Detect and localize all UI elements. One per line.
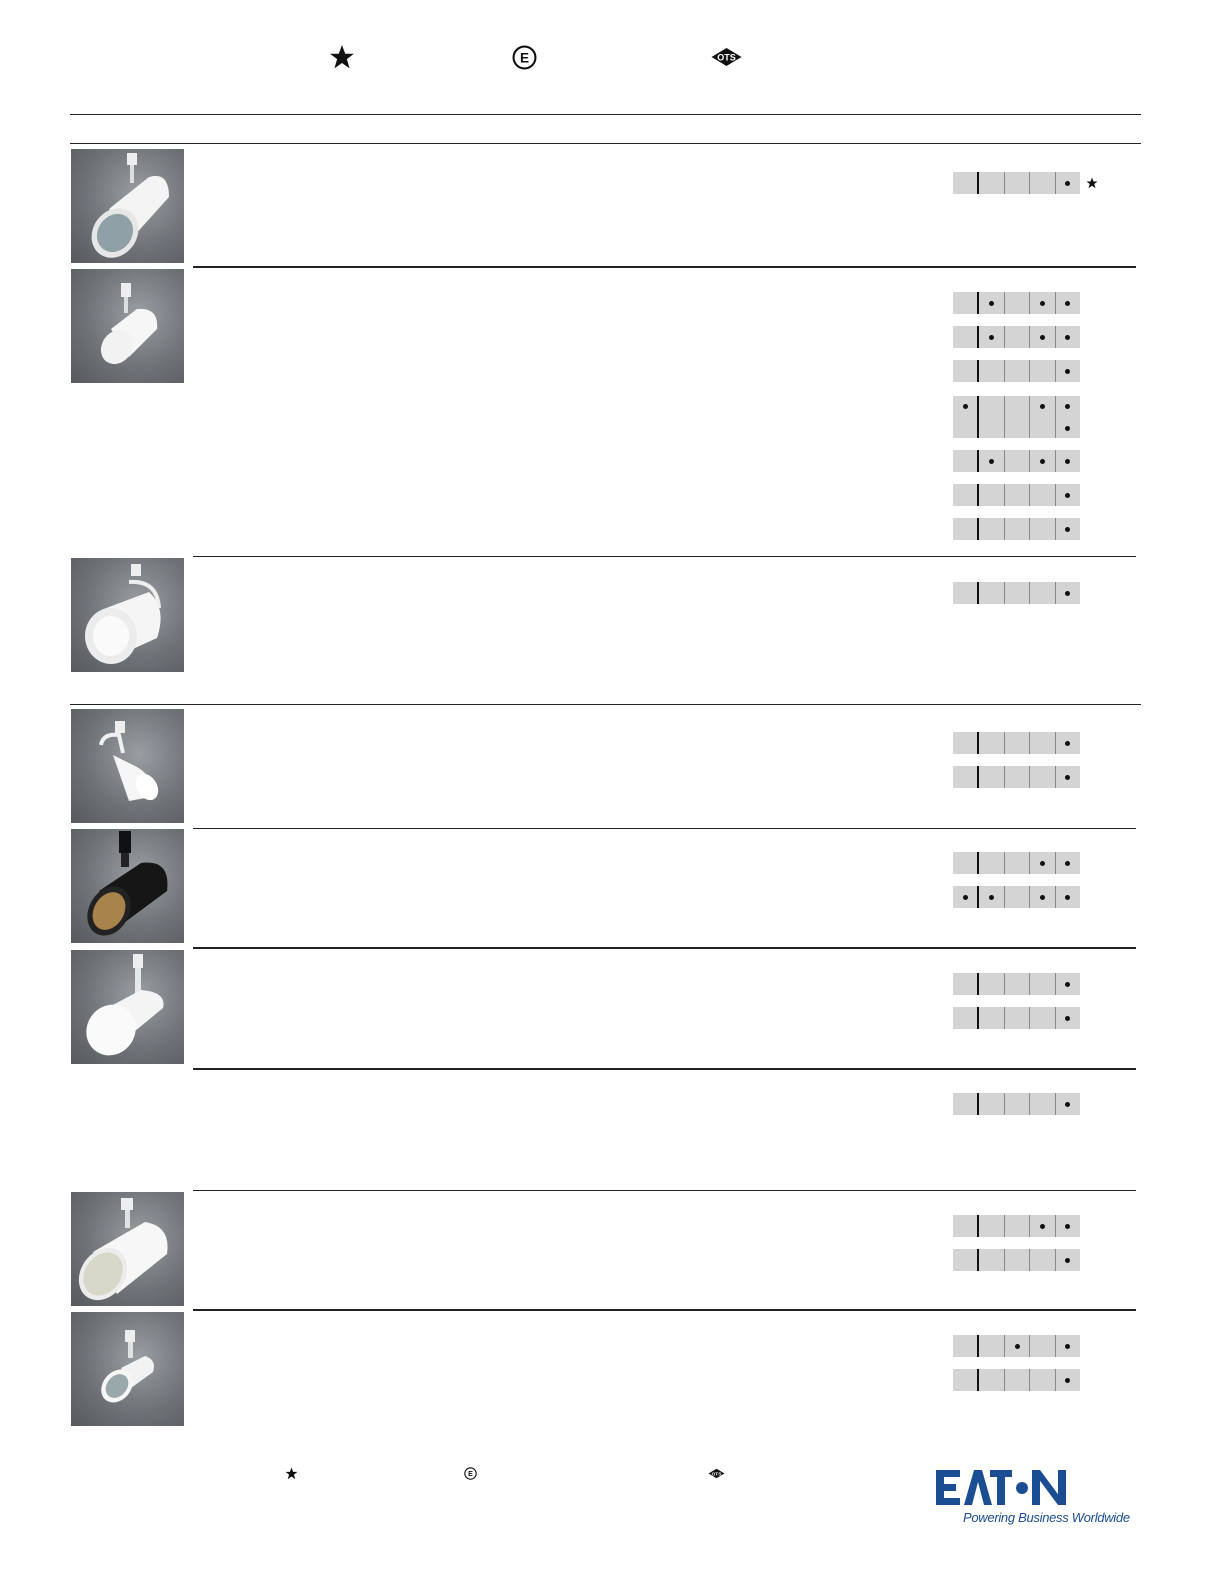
matrix-cell [1055,1369,1080,1391]
availability-dot [1065,369,1070,374]
matrix-cell [1029,396,1054,438]
matrix-cell [1029,1093,1054,1115]
matrix-cell [977,1335,1003,1357]
matrix-cell [1055,886,1080,908]
product-image-gimbal [71,709,184,823]
availability-dot [989,459,994,464]
matrix-cell [1055,360,1080,382]
matrix-cell [1029,852,1054,874]
e-circle-icon [512,45,537,70]
matrix-cell [977,1249,1003,1271]
matrix-cell [977,1369,1003,1391]
availability-dot [1065,301,1070,306]
matrix-row [953,1093,1080,1115]
availability-dot [1065,527,1070,532]
matrix-cell [953,1093,977,1115]
row-divider [193,1190,1136,1191]
star-icon [1086,177,1098,189]
matrix-cell [1004,518,1029,540]
matrix-cell [977,326,1003,348]
matrix-cell [1055,1093,1080,1115]
matrix-cell [1004,172,1029,194]
matrix-cell [1004,360,1029,382]
matrix-cell [977,973,1003,995]
matrix-cell [977,732,1003,754]
availability-dot [1015,1344,1020,1349]
matrix-cell [953,1007,977,1029]
matrix-cell [953,396,977,438]
matrix-cell [977,484,1003,506]
availability-dot [1065,741,1070,746]
product-image-round-back [71,269,184,383]
availability-dot [1065,1344,1070,1349]
availability-dot [989,301,994,306]
matrix-cell [977,886,1003,908]
availability-dot [1040,335,1045,340]
row-divider [193,556,1136,557]
availability-dot [1040,459,1045,464]
matrix-cell [1004,396,1029,438]
matrix-cell [977,396,1003,438]
availability-dot [1065,1224,1070,1229]
matrix-cell [1004,1369,1029,1391]
availability-dot [1065,1016,1070,1021]
matrix-cell [977,1215,1003,1237]
matrix-cell [953,766,977,788]
matrix-cell [977,766,1003,788]
matrix-cell [1055,484,1080,506]
svg-text:OTS: OTS [717,52,736,63]
matrix-cell [953,360,977,382]
matrix-cell [1004,1007,1029,1029]
star-icon [285,1467,298,1480]
section-rule [70,704,1141,705]
matrix-cell [953,518,977,540]
matrix-cell [1055,766,1080,788]
matrix-cell [1055,732,1080,754]
availability-dot [1065,493,1070,498]
ots-diamond-icon [708,1468,725,1479]
matrix-cell [977,360,1003,382]
matrix-cell [953,450,977,472]
matrix-cell [1029,326,1054,348]
availability-dot [1065,775,1070,780]
availability-dot [1065,861,1070,866]
row-divider [193,828,1136,829]
matrix-cell [977,518,1003,540]
matrix-cell [953,1249,977,1271]
ots-diamond-icon [710,47,743,67]
matrix-cell [1029,172,1054,194]
matrix-row [953,396,1080,438]
availability-dot [1065,181,1070,186]
matrix-row [953,732,1080,754]
matrix-cell [1029,766,1054,788]
matrix-cell [1055,973,1080,995]
matrix-cell [1029,886,1054,908]
product-image-step-back [71,950,184,1064]
matrix-cell [1055,396,1080,438]
matrix-cell [1004,450,1029,472]
matrix-row [953,484,1080,506]
matrix-row [953,292,1080,314]
availability-dot [1065,1102,1070,1107]
availability-dot [1065,895,1070,900]
matrix-cell [1029,973,1054,995]
matrix-cell [977,1093,1003,1115]
matrix-cell [1055,172,1080,194]
row-divider [193,266,1136,268]
matrix-cell [977,292,1003,314]
matrix-row [953,886,1080,908]
availability-dot [1040,404,1045,409]
matrix-cell [953,1215,977,1237]
product-image-wide-yoke [71,558,184,672]
matrix-cell [1029,582,1054,604]
matrix-row [953,326,1080,348]
matrix-cell [1029,1335,1054,1357]
matrix-row [953,450,1080,472]
matrix-cell [1029,1215,1054,1237]
matrix-cell [1029,292,1054,314]
availability-dot [1040,301,1045,306]
star-icon [329,44,355,70]
matrix-cell [1029,732,1054,754]
matrix-cell [1029,450,1054,472]
availability-dot [989,895,994,900]
matrix-cell [953,326,977,348]
matrix-cell [953,484,977,506]
matrix-cell [1004,1335,1029,1357]
matrix-cell [1004,1093,1029,1115]
matrix-cell [1055,1215,1080,1237]
matrix-row [953,582,1080,604]
row-divider [193,947,1136,949]
matrix-row [953,360,1080,382]
matrix-cell [1004,326,1029,348]
eaton-logo [934,1468,1068,1508]
availability-dot [1065,1258,1070,1263]
matrix-cell [1004,852,1029,874]
matrix-cell [977,450,1003,472]
matrix-cell [953,1369,977,1391]
matrix-row [953,973,1080,995]
availability-dot [1040,861,1045,866]
matrix-cell [1029,360,1054,382]
matrix-cell [977,852,1003,874]
matrix-cell [1004,292,1029,314]
matrix-cell [953,1335,977,1357]
availability-dot [963,895,968,900]
matrix-cell [1055,518,1080,540]
svg-text:E: E [468,1471,473,1479]
matrix-cell [1004,484,1029,506]
matrix-cell [1055,326,1080,348]
availability-dot [1065,591,1070,596]
matrix-cell [977,582,1003,604]
matrix-cell [953,582,977,604]
matrix-cell [1004,886,1029,908]
matrix-cell [1055,582,1080,604]
matrix-cell [1029,518,1054,540]
matrix-row [953,1249,1080,1271]
availability-dot [1065,404,1070,409]
matrix-cell [1004,1215,1029,1237]
row-divider [193,1068,1136,1070]
header-rule-top [70,114,1141,115]
svg-text:E: E [519,50,530,66]
matrix-cell [977,172,1003,194]
availability-dot [1065,426,1070,431]
matrix-cell [1055,852,1080,874]
availability-dot [989,335,994,340]
matrix-row [953,1369,1080,1391]
matrix-cell [953,292,977,314]
product-image-black-step [71,829,184,943]
matrix-cell [1004,973,1029,995]
availability-dot [1065,459,1070,464]
e-circle-icon [464,1467,477,1480]
matrix-row [953,518,1080,540]
availability-dot [1065,1378,1070,1383]
brand-tagline: Powering Business Worldwide [963,1510,1130,1525]
svg-text:OTS: OTS [711,1472,722,1478]
matrix-row [953,1007,1080,1029]
product-image-cylinder [71,149,184,263]
product-image-step-flood [71,1312,184,1426]
matrix-cell [1029,1249,1054,1271]
matrix-cell [1055,1335,1080,1357]
matrix-cell [1004,1249,1029,1271]
availability-dot [963,404,968,409]
matrix-cell [1029,484,1054,506]
matrix-cell [1004,766,1029,788]
matrix-cell [1055,1249,1080,1271]
matrix-cell [953,172,977,194]
header-rule-bottom [70,143,1141,144]
matrix-cell [1055,450,1080,472]
product-image-large-cylinder [71,1192,184,1306]
matrix-cell [977,1007,1003,1029]
matrix-cell [953,852,977,874]
matrix-row [953,852,1080,874]
matrix-cell [1004,732,1029,754]
availability-dot [1040,1224,1045,1229]
matrix-row [953,1215,1080,1237]
row-divider [193,1309,1136,1311]
matrix-cell [953,732,977,754]
matrix-cell [1029,1007,1054,1029]
matrix-cell [953,973,977,995]
matrix-row [953,172,1080,194]
matrix-cell [1055,292,1080,314]
availability-dot [1065,335,1070,340]
matrix-cell [1004,582,1029,604]
matrix-cell [1055,1007,1080,1029]
matrix-row [953,766,1080,788]
matrix-cell [953,886,977,908]
availability-dot [1065,982,1070,987]
matrix-cell [1029,1369,1054,1391]
matrix-row [953,1335,1080,1357]
availability-dot [1040,895,1045,900]
